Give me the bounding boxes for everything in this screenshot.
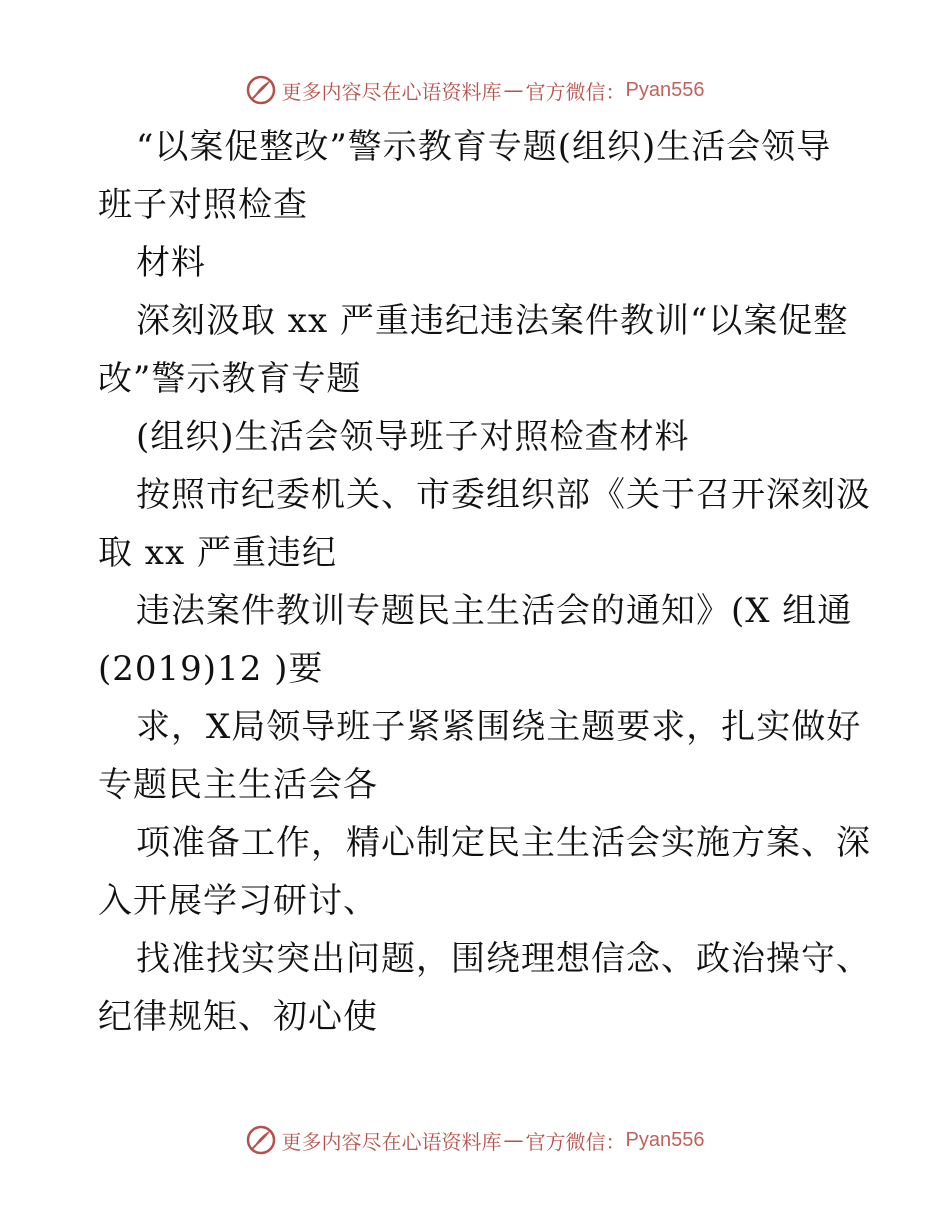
text-line: 入开展学习研讨、	[98, 881, 378, 921]
text-line: 找准找实突出问题，围绕理想信念、政治操守、	[136, 939, 871, 979]
text-line: (2019)12 )要	[98, 649, 324, 689]
text-line: (组织)生活会领导班子对照检查材料	[136, 417, 690, 457]
quill-pen-logo-icon	[246, 75, 276, 105]
text-line: 材料	[136, 243, 206, 283]
text-line: 取 xx 严重违纪	[98, 533, 337, 573]
quill-pen-logo-icon	[246, 1125, 276, 1155]
document-body	[98, 118, 871, 1046]
text-line: 违法案件教训专题民主生活会的通知》(X 组通	[136, 591, 853, 631]
text-line: 按照市纪委机关、市委组织部《关于召开深刻汲	[136, 475, 871, 515]
footer-watermark	[0, 1120, 950, 1160]
watermark-separator: —	[503, 78, 524, 102]
text-line: 改”警示教育专题	[98, 359, 362, 399]
watermark-id: Pyan556	[625, 1128, 705, 1151]
watermark-id: Pyan556	[625, 78, 705, 101]
text-line: 求，X局领导班子紧紧围绕主题要求，扎实做好	[136, 707, 862, 747]
text-line: 深刻汲取 xx 严重违纪违法案件教训“以案促整	[136, 301, 849, 341]
watermark-text: 更多内容尽在心语资料库	[281, 79, 502, 104]
text-line: “以案促整改”警示教育专题(组织)生活会领导	[136, 127, 832, 167]
text-line: 纪律规矩、初心使	[98, 997, 378, 1037]
watermark-text: 更多内容尽在心语资料库	[281, 1129, 502, 1154]
text-line: 班子对照检查	[98, 185, 308, 225]
watermark-label: 官方微信：	[525, 1129, 626, 1154]
text-line: 专题民主生活会各	[98, 765, 378, 805]
watermark-separator: —	[503, 1128, 524, 1152]
header-watermark	[0, 70, 950, 110]
text-line: 项准备工作，精心制定民主生活会实施方案、深	[136, 823, 871, 863]
watermark-label: 官方微信：	[525, 79, 626, 104]
